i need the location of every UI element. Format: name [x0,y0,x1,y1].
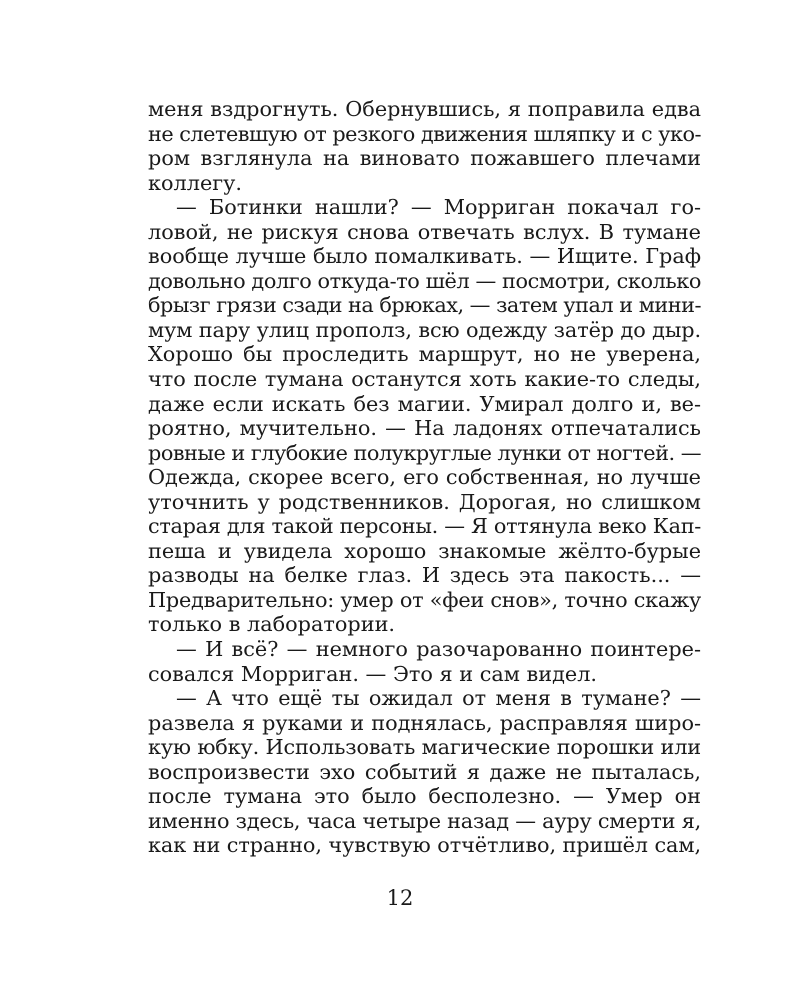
text-line: ром взглянула на виновато пожавшего плечами [148,146,701,171]
text-line: уточнить у родственников. Дорогая, но слишком [148,489,701,514]
text-line: кую юбку. Использовать магические порошки или [148,735,701,760]
text-line: не слетевшую от резкого движения шляпку и с уко- [148,121,701,146]
text-line: именно здесь, часа четыре назад — ауру смерти я, [148,808,701,833]
text-line: Предварительно: умер от «феи снов», точно скажу [148,587,701,612]
text-line: совался Морриган. — Это я и сам видел. [148,661,598,686]
text-line: даже если искать без магии. Умирал долго и, ве- [148,391,701,416]
text-line: довольно долго откуда-то шёл — посмотри, сколько [148,268,701,293]
text-line: развела я руками и поднялась, расправляя широ- [148,710,701,735]
text-line: что после тумана останутся хоть какие-то следы, [148,367,701,392]
page-number: 12 [386,886,414,910]
text-line: роятно, мучительно. — На ладонях отпечатались [148,416,701,441]
text-line: вообще лучше было помалкивать. — Ищите. Граф [148,244,701,269]
text-line: воспроизвести эхо событий я даже не пыталась, [148,759,701,784]
text-line: — А что ещё ты ожидал от меня в тумане? — [176,686,701,711]
text-line: как ни странно, чувствую отчётливо, пришёл сам, [148,833,701,858]
text-line: мум пару улиц прополз, всю одежду затёр до дыр. [148,317,701,342]
text-line: меня вздрогнуть. Обернувшись, я поправила едва [148,97,701,121]
text-line: — Ботинки нашли? — Морриган покачал го- [176,195,701,220]
text-line: после тумана это было бесполезно. — Умер он [148,784,701,809]
text-line: ровные и глубокие полукруглые лунки от ногтей. — [148,440,701,465]
text-line: Хорошо бы проследить маршрут, но не уверена, [148,342,701,367]
text-line: — И всё? — немного разочарованно поинтере- [176,637,701,662]
text-line: ловой, не рискуя снова отвечать вслух. В тумане [148,219,701,244]
text-line: брызг грязи сзади на брюках, — затем упал и мини- [148,293,701,318]
text-line: Одежда, скорее всего, его собственная, но лучше [148,465,701,490]
text-line: только в лаборатории. [148,612,396,637]
text-line: коллегу. [148,170,242,195]
text-line: разводы на белке глаз. И здесь эта пакость... — [148,563,701,588]
body-text [148,97,701,858]
text-line: старая для такой персоны. — Я оттянула веко Кап- [148,514,701,539]
text-line: пеша и увидела хорошо знакомые жёлто-бурые [148,538,701,563]
